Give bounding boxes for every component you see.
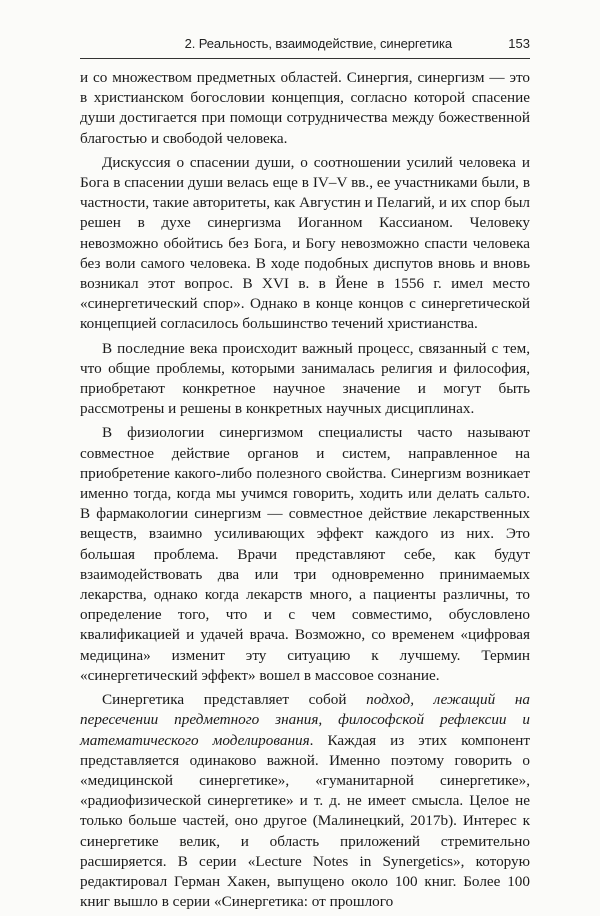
text-run: В физиологии синергизмом специалисты часто называют совместное действие органов и систем, направленное на приобретение какого-либо полезного свойства. Синергизм возникает именно тогда, когда мы учимся говорить, ходить или делать сальто. В фармакологии синергизм — совместное действие лекарственных веществ, взаимно усиливающих эффект каждого из них. Это большая проблема. Врачи представляют себе, как будут взаимодействовать два или три одновременно принимаемых лекарства, однако когда лекарств много, а пациенты различны, то определение того, что и с чем совместимо, обусловлено квалификацией и удачей врача. Возможно, со временем «цифровая медицина» изменит эту ситуацию к лучшему. Термин «синергетический эффект» вошел в массовое сознание. (80, 424, 530, 684)
text-run: и со множеством предметных областей. Синергия, синергизм — это в христианском богословии концепция, согласно которой спасение души достигается при помощи сотрудничества между божественной благостью и свободой человека. (80, 69, 530, 147)
chapter-title: 2. Реальность, взаимодействие, синергетика (184, 36, 452, 51)
header-rule (80, 58, 530, 59)
italic-text-run: подход, лежащий на пересечении предметного знания, философской рефлексии и математического моделирования (80, 691, 530, 749)
paragraph (80, 68, 530, 149)
paragraph (80, 423, 530, 686)
running-header (80, 36, 530, 58)
paragraph (80, 690, 530, 912)
text-run: Синергетика представляет собой (102, 691, 367, 709)
page-number: 153 (508, 36, 530, 51)
text-run: Дискуссия о спасении души, о соотношении усилий человека и Бога в спасении души велась еще в IV–V вв., ее участниками были, в частности, такие авторитеты, как Августин и Пелагий, и их спор был решен в духе синергизма Иоганном Кассианом. Человеку невозможно обойтись без Бога, и Богу невозможно спасти человека без воли самого человека. В ходе подобных диспутов вновь и вновь возникал этот вопрос. В XVI в. в Йене в 1556 г. имел место «синергетический спор». Однако в конце концов с синергетической концепцией согласилось большинство течений христианства. (80, 153, 530, 333)
paragraph (80, 153, 530, 335)
text-run: В последние века происходит важный процесс, связанный с тем, что общие проблемы, которыми занималась религия и философия, приобретают конкретное научное значение и могут быть рассмотрены и решены в конкретных научных дисциплинах. (80, 339, 530, 418)
body-text (80, 68, 530, 916)
paragraph (80, 339, 530, 420)
text-run: . Каждая из этих компонент представляется одинаково важной. Именно поэтому говорить о «медицинской синергетике», «гуманитарной синергетике», «радиофизической синергетике» и т. д. не имеет смысла. Целое не только больше частей, оно другое (Малинецкий, 2017b). Интерес к синергетике велик, и область приложений стремительно расширяется. В серии «Lecture Notes in Synergetics», которую редактировал Герман Хакен, выпущено около 100 книг. Более 100 книг вышло в серии «Синергетика: от прошлого (80, 731, 530, 911)
